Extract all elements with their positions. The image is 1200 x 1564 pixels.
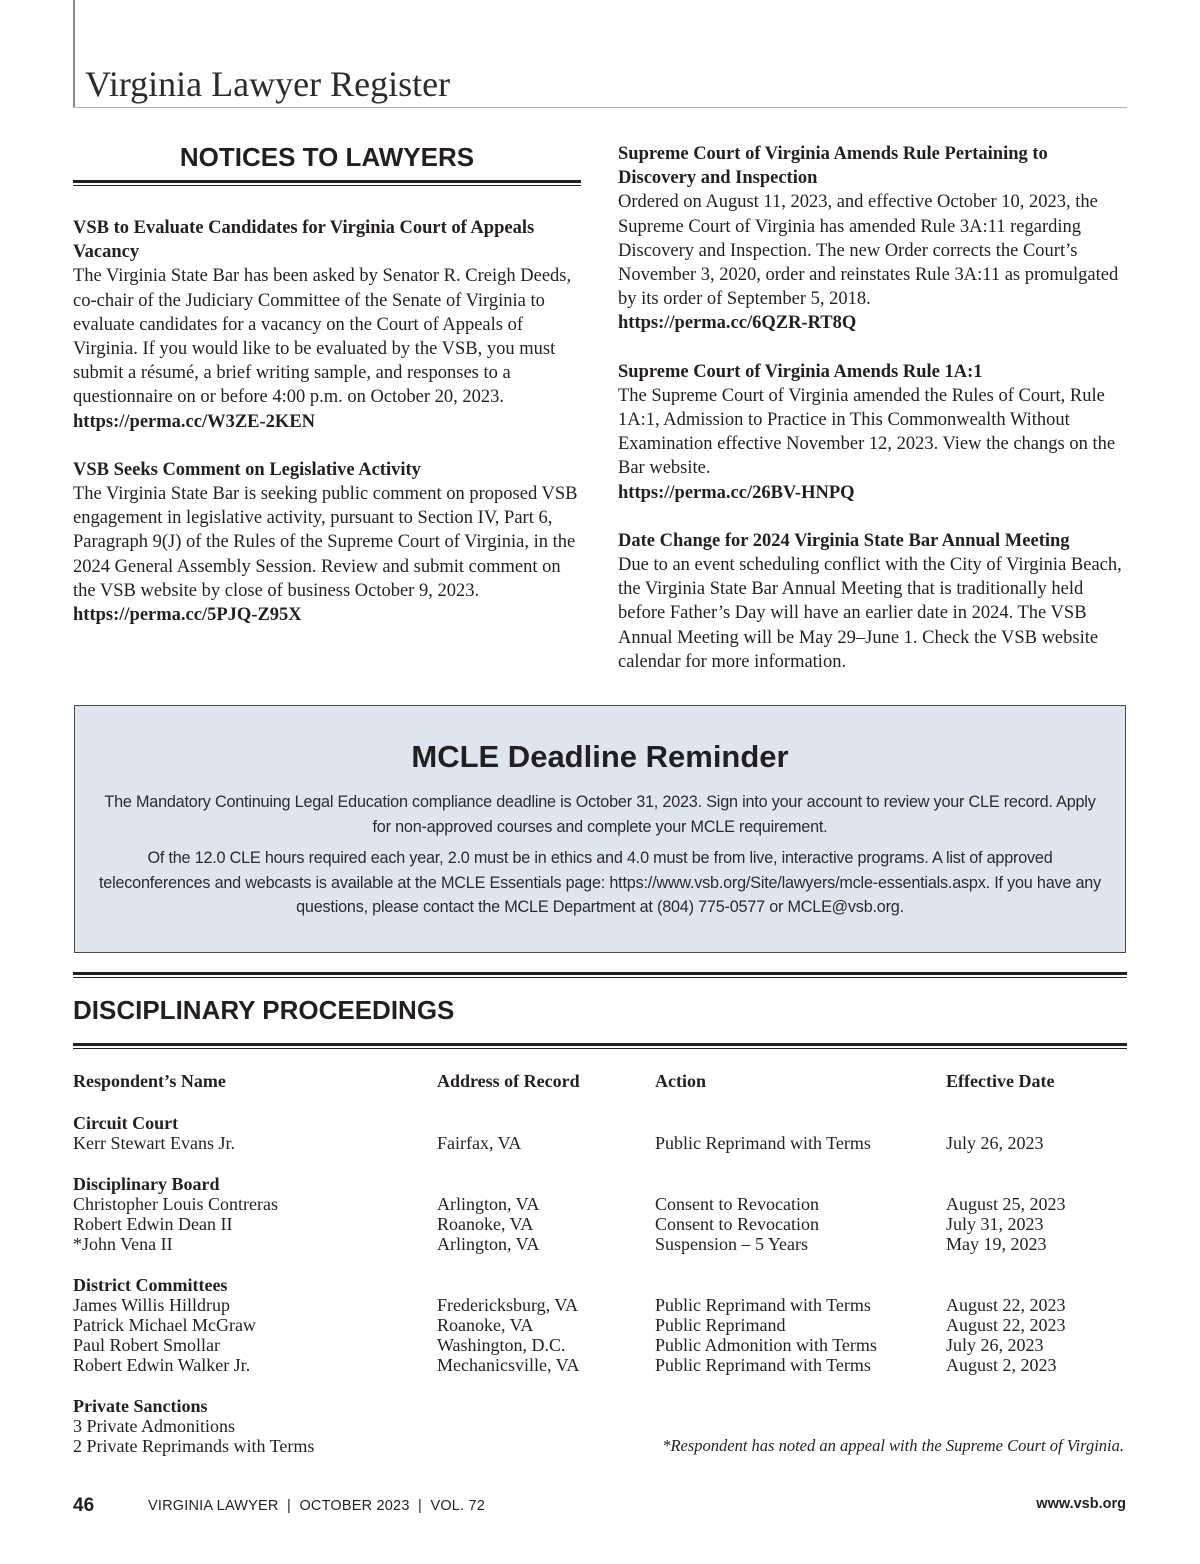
table-row (73, 1214, 1133, 1234)
notice-item (618, 360, 1128, 505)
respondent-name: *John Vena II (73, 1234, 173, 1255)
column-header: Action (655, 1071, 706, 1091)
address: Roanoke, VA (437, 1213, 534, 1234)
notices-left-column (73, 140, 581, 651)
notice-body: Due to an event scheduling conflict with the City of Virginia Beach, the Virginia State Bar Annual Meeting that is traditionally held before Father’s Day will have an earlier date in 2024. The VSB Annual Meeting will be May 29–June 1. Check the VSB website calendar for more information. (618, 555, 1122, 672)
action: Suspension – 5 Years (655, 1234, 809, 1255)
address: Fredericksburg, VA (437, 1294, 578, 1315)
effective-date: August 2, 2023 (946, 1355, 1057, 1376)
notice-link[interactable]: https://perma.cc/5PJQ-Z95X (73, 605, 302, 626)
notice-item (73, 458, 581, 627)
action: Public Reprimand with Terms (655, 1355, 871, 1376)
column-header: Respondent’s Name (73, 1071, 226, 1091)
table-row (73, 1295, 1133, 1315)
notice-title: Date Change for 2024 Virginia State Bar Annual Meeting (618, 530, 1070, 551)
action: Public Admonition with Terms (655, 1335, 877, 1356)
respondent-name: Christopher Louis Contreras (73, 1193, 278, 1214)
group-name: Disciplinary Board (73, 1173, 220, 1194)
page-number: 46 (73, 1495, 95, 1516)
notice-body: The Virginia State Bar has been asked by Senator R. Creigh Deeds, co-chair of the Judiciary Committee of the Senate of Virginia to evaluate candidates for a vacancy on the Court of Appeals of Virginia. If you would like to be evaluated by the VSB, you must submit a résumé, a brief writing sample, and responses to a questionnaire on or before 4:00 p.m. on October 20, 2023. (73, 266, 572, 408)
group-name: Private Sanctions (73, 1395, 208, 1416)
effective-date: July 26, 2023 (946, 1133, 1044, 1154)
notice-link[interactable]: https://perma.cc/W3ZE-2KEN (73, 411, 316, 432)
action: Public Reprimand (655, 1314, 786, 1335)
respondent-name: Robert Edwin Dean II (73, 1213, 233, 1234)
column-header: Effective Date (946, 1071, 1055, 1091)
address: Arlington, VA (437, 1234, 540, 1255)
notice-title: Supreme Court of Virginia Amends Rule 1A:1 (618, 361, 983, 382)
page-title: Virginia Lawyer Register (85, 64, 451, 104)
respondent-name: James Willis Hilldrup (73, 1294, 230, 1315)
address: Washington, D.C. (437, 1335, 566, 1356)
mcle-reminder-box (74, 705, 1126, 953)
disciplinary-heading-rule (73, 1043, 1127, 1049)
effective-date: July 31, 2023 (946, 1213, 1044, 1234)
notices-heading-rule (73, 180, 581, 186)
disciplinary-heading: DISCIPLINARY PROCEEDINGS (73, 995, 455, 1025)
notices-heading: NOTICES TO LAWYERS (179, 142, 475, 172)
notice-title: VSB Seeks Comment on Legislative Activity (73, 459, 421, 480)
table-row (73, 1315, 1133, 1335)
publication-info: VIRGINIA LAWYER | OCTOBER 2023 | VOL. 72 (148, 1498, 486, 1514)
group-label (73, 1275, 1133, 1295)
notice-title: Supreme Court of Virginia Amends Rule Pertaining to Discovery and Inspection (618, 144, 1048, 189)
website-link[interactable]: www.vsb.org (1036, 1496, 1126, 1512)
action: Consent to Revocation (655, 1213, 819, 1234)
group-name: District Committees (73, 1274, 228, 1295)
action: Consent to Revocation (655, 1193, 819, 1214)
mcle-paragraph: Of the 12.0 CLE hours required each year, 2.0 must be in ethics and 4.0 must be from live, interactive programs. A list of approved teleconferences and webcasts is available at the MCLE Essentials page: https://www.vsb.org/Site/lawyers/mcle-essentials.aspx. If you have any questions, please contact the MCLE Department at (804) 775-0577 or MCLE@vsb.org. (98, 849, 1101, 916)
notice-link[interactable]: https://perma.cc/26BV-HNPQ (618, 482, 855, 503)
group-label (73, 1174, 1133, 1194)
respondent-name: Paul Robert Smollar (73, 1335, 220, 1356)
address: Roanoke, VA (437, 1314, 534, 1335)
column-header: Address of Record (437, 1071, 580, 1091)
effective-date: August 25, 2023 (946, 1193, 1066, 1214)
effective-date: July 26, 2023 (946, 1335, 1044, 1356)
header-horizontal-rule (73, 107, 1127, 108)
table-row (73, 1194, 1133, 1214)
notice-body: The Virginia State Bar is seeking public comment on proposed VSB engagement in legislative activity, pursuant to Section IV, Part 6, Paragraph 9(J) of the Rules of the Supreme Court of Virginia, in the 2024 General Assembly Session. Review and submit comment on the VSB website by close of business October 9, 2023. (73, 484, 578, 601)
table-row (73, 1355, 1133, 1375)
notices-right-column (618, 142, 1128, 698)
table-row (73, 1234, 1133, 1254)
respondent-name: Patrick Michael McGraw (73, 1314, 256, 1335)
sanction-summary: 3 Private Admonitions (73, 1415, 235, 1436)
action: Public Reprimand with Terms (655, 1133, 871, 1154)
action: Public Reprimand with Terms (655, 1294, 871, 1315)
disciplinary-table (73, 1069, 1133, 1456)
notice-item (618, 529, 1128, 674)
sanction-summary: 2 Private Reprimands with Terms (73, 1436, 315, 1456)
respondent-name: Kerr Stewart Evans Jr. (73, 1133, 235, 1154)
notice-body: Ordered on August 11, 2023, and effective October 10, 2023, the Supreme Court of Virginia has amended Rule 3A:11 regarding Discovery and Inspection. The new Order corrects the Court’s November 3, 2020, order and reinstates Rule 3A:11 as promulgated by its order of September 5, 2018. (618, 192, 1119, 310)
notice-item (618, 142, 1128, 336)
address: Fairfax, VA (437, 1133, 522, 1154)
notice-link[interactable]: https://perma.cc/6QZR-RT8Q (618, 313, 857, 334)
table-row (73, 1335, 1133, 1355)
address: Mechanicsville, VA (437, 1355, 580, 1376)
group-label (73, 1113, 1133, 1133)
notice-title: VSB to Evaluate Candidates for Virginia Court of Appeals Vacancy (73, 218, 535, 263)
table-header-row (73, 1069, 1133, 1093)
effective-date: August 22, 2023 (946, 1294, 1066, 1315)
notice-item (73, 216, 581, 434)
header-vertical-rule (73, 0, 75, 108)
address: Arlington, VA (437, 1193, 540, 1214)
mcle-paragraph: The Mandatory Continuing Legal Education compliance deadline is October 31, 2023. Sign into your account to review your CLE record. Apply for non-approved courses and complete your MCLE requirement. (104, 793, 1096, 836)
table-row (73, 1416, 1133, 1436)
effective-date: August 22, 2023 (946, 1314, 1066, 1335)
disciplinary-top-rule (73, 972, 1127, 978)
notice-body: The Supreme Court of Virginia amended the Rules of Court, Rule 1A:1, Admission to Practice in This Commonwealth Without Examination effective November 12, 2023. View the changs on the Bar website. (618, 385, 1116, 479)
appeal-footnote: *Respondent has noted an appeal with the Supreme Court of Virginia. (662, 1436, 1124, 1455)
table-row (73, 1133, 1133, 1153)
mcle-title: MCLE Deadline Reminder (411, 739, 789, 774)
respondent-name: Robert Edwin Walker Jr. (73, 1355, 251, 1376)
group-label (73, 1396, 1133, 1416)
effective-date: May 19, 2023 (946, 1234, 1047, 1255)
group-name: Circuit Court (73, 1113, 179, 1133)
